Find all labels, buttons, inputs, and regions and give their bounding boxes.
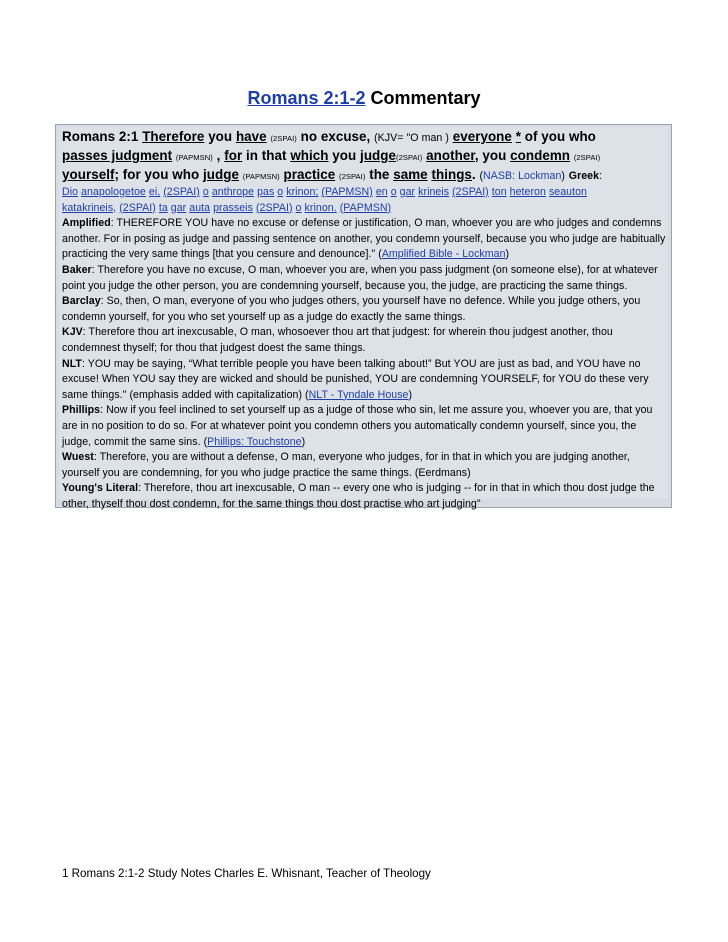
greek-word-link[interactable]: en bbox=[375, 186, 388, 198]
greek-word-link[interactable]: krinon; bbox=[286, 186, 319, 198]
word-which[interactable]: which bbox=[290, 148, 329, 163]
title-scripture-link[interactable]: Romans 2:1-2 bbox=[247, 88, 366, 108]
greek-word-link[interactable]: anapologetoe bbox=[81, 186, 146, 198]
version-nlt: NLT: YOU may be saying, “What terrible people you have been talking about!” But YOU are just as bad, and YOU have no excuse! When YOU say they are wicked and should be punished, YOU are condemning YOURSELF, for YOU do these very same things." (emphasis added with capitalization) (NLT - Tyndale House) bbox=[62, 357, 649, 401]
version-youngs-literal: Young's Literal: Therefore, thou art inexcusable, O man -- every one who is judging -- for in that in which thou dost judge the other, thyself thou dost condemn, for the same things thou dost practise who art judging" bbox=[62, 482, 655, 510]
version-kjv: KJV: Therefore thou art inexcusable, O man, whosoever thou art that judgest: for wherein thou judgest another, thou condemnest thyself; for thou that judgest doest the same things. bbox=[62, 326, 613, 354]
commentary-box bbox=[55, 124, 672, 508]
greek-word-link[interactable]: seauton bbox=[548, 186, 587, 198]
word-same[interactable]: same bbox=[393, 167, 428, 182]
word-practice[interactable]: practice bbox=[283, 167, 336, 182]
greek-word-link[interactable]: katakrineis, bbox=[62, 201, 117, 214]
nasb-citation: NASB: Lockman bbox=[483, 170, 562, 182]
greek-word-link[interactable]: heteron bbox=[509, 186, 546, 198]
page-title bbox=[0, 88, 728, 109]
word-judge[interactable]: judge bbox=[360, 148, 397, 163]
word-everyone[interactable]: everyone bbox=[452, 129, 512, 144]
word-another[interactable]: another bbox=[426, 148, 475, 163]
greek-word-link[interactable]: (PAPMSN) bbox=[339, 201, 392, 214]
greek-word-link[interactable]: pas bbox=[257, 186, 275, 198]
verse-ref: Romans 2:1 bbox=[62, 129, 139, 144]
phillips-touchstone-link[interactable]: Phillips: Touchstone bbox=[207, 435, 302, 448]
word-passes-judgment[interactable]: passes judgment bbox=[62, 148, 173, 163]
greek-word-link[interactable]: o bbox=[295, 201, 302, 214]
greek-word-link[interactable]: o bbox=[277, 186, 284, 198]
word-therefore[interactable]: Therefore bbox=[142, 129, 205, 144]
greek-word-link[interactable]: prasseis bbox=[213, 201, 253, 214]
greek-label: Greek bbox=[568, 170, 600, 182]
greek-word-link[interactable]: krineis bbox=[418, 186, 450, 198]
greek-line-1 bbox=[62, 185, 666, 201]
verse-lead: Romans 2:1 Therefore you have (2SPAI) no excuse, (KJV= "O man ) everyone * of you who passes judgment (PAPMSN) , for in that which you judge(2SPAI) another, you condemn (2SPAI) yourself; for you who judge (PAPMSN) practice (2SPAI) the same things. (NASB: Lockman) Greek: bbox=[62, 129, 603, 182]
word-judge-2[interactable]: judge bbox=[202, 167, 239, 182]
greek-word-link[interactable]: (2SPAI) bbox=[119, 201, 156, 214]
greek-word-link[interactable]: (2SPAI) bbox=[452, 186, 489, 198]
greek-word-link[interactable]: o bbox=[390, 186, 397, 198]
greek-word-link[interactable]: auta bbox=[189, 201, 211, 214]
word-yourself[interactable]: yourself bbox=[62, 167, 115, 182]
title-rest: Commentary bbox=[365, 88, 481, 108]
greek-word-link[interactable]: anthrope bbox=[211, 186, 255, 198]
version-barclay: Barclay: So, then, O man, everyone of you who judges others, you yourself have no defence. While you judge others, you condemn yourself, for you who set yourself up as a judge do exactly the same things. bbox=[62, 295, 641, 323]
greek-word-link[interactable]: Dio bbox=[62, 186, 79, 198]
word-star[interactable]: * bbox=[515, 129, 521, 144]
greek-word-link[interactable]: ton bbox=[491, 186, 507, 198]
greek-word-link[interactable]: gar bbox=[399, 186, 416, 198]
word-condemn[interactable]: condemn bbox=[510, 148, 571, 163]
greek-word-link[interactable]: (2SPAI) bbox=[163, 186, 200, 198]
nlt-tyndale-link[interactable]: NLT - Tyndale House bbox=[308, 388, 409, 401]
greek-word-link[interactable]: (PAPMSN) bbox=[321, 186, 373, 198]
greek-word-link[interactable]: krinon. bbox=[304, 201, 337, 214]
greek-word-link[interactable]: gar bbox=[170, 201, 187, 214]
version-wuest: Wuest: Therefore, you are without a defense, O man, everyone who judges, for in that in which you are judging another, yourself you are condemning, for you who judge practice the same things. (Eerdmans) bbox=[62, 451, 630, 479]
greek-line-2 bbox=[62, 201, 666, 217]
word-for[interactable]: for bbox=[224, 148, 243, 163]
greek-word-link[interactable]: ta bbox=[158, 201, 168, 214]
version-baker: Baker: Therefore you have no excuse, O man, whoever you are, when you pass judgment (on someone else), for at whatever point you judge the other person, you are condemning yourself, because you, the judge, are practicing the same things. bbox=[62, 263, 658, 292]
word-have[interactable]: have bbox=[235, 129, 267, 144]
page-footer: 1 Romans 2:1-2 Study Notes Charles E. Whisnant, Teacher of Theology bbox=[62, 867, 431, 880]
word-things[interactable]: things bbox=[431, 167, 472, 182]
greek-word-link[interactable]: ei, bbox=[148, 186, 161, 198]
greek-word-link[interactable]: (2SPAI) bbox=[255, 201, 293, 214]
version-amplified: Amplified: THEREFORE YOU have no excuse or defense or justification, O man, whoever you are who judges and condemns another. For in posing as judge and passing sentence on another, you condemn yourself, because you who judge are habitually practicing the very same things [that you censure and denounce]." (Amplified Bible - Lockman) bbox=[62, 217, 666, 261]
kjv-note: (KJV= "O man ) bbox=[374, 132, 449, 144]
amplified-bible-link[interactable]: Amplified Bible - Lockman bbox=[381, 248, 506, 261]
greek-word-link[interactable]: o bbox=[202, 186, 209, 198]
version-phillips: Phillips: Now if you feel inclined to set yourself up as a judge of those who sin, let me assure you, whoever you are, that you are in no position to do so. For at whatever point you condemn others you automatically condemn yourself, since you, the judge, commit the same sins. (Phillips: Touchstone) bbox=[62, 404, 653, 448]
